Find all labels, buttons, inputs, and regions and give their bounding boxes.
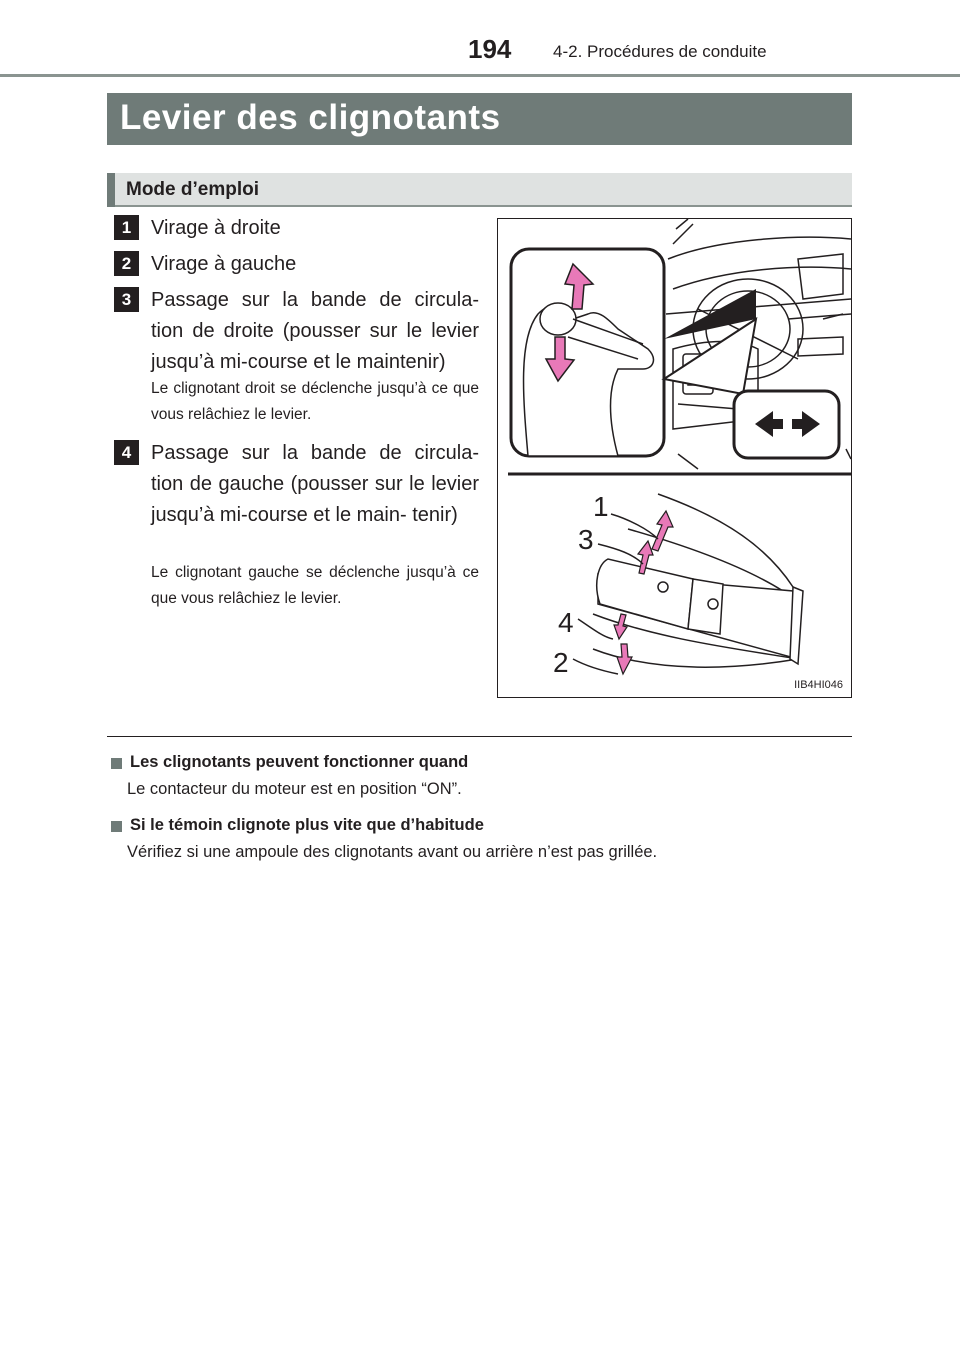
callout-3: 3 [578, 524, 594, 555]
item-number: 1 [114, 215, 139, 240]
section-separator [107, 736, 852, 737]
info-body: Le contacteur du moteur est en position “ON”. [127, 780, 462, 798]
callout-4: 4 [558, 607, 574, 638]
turn-signal-illustration [498, 219, 851, 697]
figure-code: IIB4HI046 [794, 679, 843, 691]
item-3-note: Le clignotant droit se déclenche jusqu’à ce que vous relâchiez le levier. [151, 380, 479, 423]
item-number: 4 [114, 440, 139, 465]
header-rule [0, 74, 960, 77]
item-text: Virage à droite [151, 217, 281, 239]
subsection-marker [107, 173, 115, 207]
direction-box [734, 391, 839, 458]
item-number: 2 [114, 251, 139, 276]
section-title-band [107, 93, 852, 145]
item-text: Passage sur la bande de circula- tion de gauche (pousser sur le levier jusqu’à mi-course et le main- tenir) [151, 442, 479, 526]
info-heading: Les clignotants peuvent fonctionner quand [130, 753, 469, 771]
page-header [0, 0, 960, 78]
subsection-band [107, 173, 852, 207]
subsection-title: Mode d’emploi [126, 179, 259, 200]
item-number: 3 [114, 287, 139, 312]
item-text: Virage à gauche [151, 253, 297, 275]
page-number: 194 [468, 34, 512, 64]
callout-1: 1 [593, 491, 609, 522]
section-title: Levier des clignotants [120, 98, 501, 137]
turn-signal-figure [497, 218, 852, 698]
info-heading: Si le témoin clignote plus vite que d’habitude [130, 816, 484, 834]
item-4-note: Le clignotant gauche se déclenche jusqu’à ce que vous relâchiez le levier. [151, 564, 479, 607]
lever-detail [593, 494, 803, 667]
callout-2: 2 [553, 647, 569, 678]
chapter-title: 4-2. Procédures de conduite [553, 42, 767, 61]
bullet-square-icon [111, 821, 122, 832]
item-text: Passage sur la bande de circula- tion de droite (pousser sur le levier jusqu’à mi-course et le maintenir) [151, 289, 479, 373]
bullet-square-icon [111, 758, 122, 769]
info-body: Vérifiez si une ampoule des clignotants avant ou arrière n’est pas grillée. [127, 843, 658, 861]
